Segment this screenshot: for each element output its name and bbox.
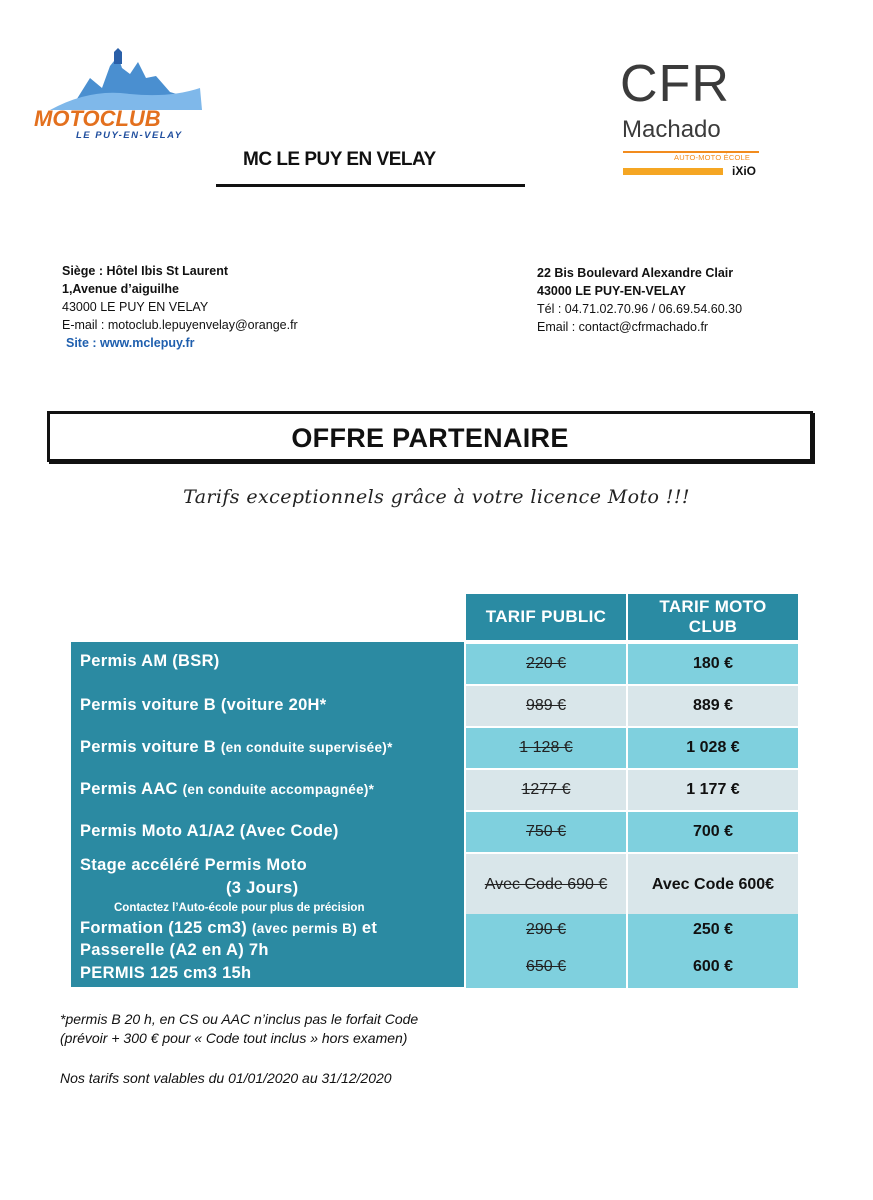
club-price-cell: Avec Code 600€ [628,854,798,916]
row-label: Permis AAC (en conduite accompagnée)* [80,780,375,798]
public-price-cell: 1277 € [466,770,626,810]
email-line[interactable]: E-mail : motoclub.lepuyenvelay@orange.fr [62,318,298,332]
website-link[interactable]: Site : www.mclepuy.fr [66,336,195,350]
footnote [60,1010,418,1048]
public-price-cell: 220 € [466,644,626,684]
column-header-public: TARIF PUBLIC [466,594,626,640]
city-line: 43000 LE PUY EN VELAY [62,300,209,314]
banner-title: OFFRE PARTENAIRE [291,423,569,453]
club-price-cell: 889 € [628,686,798,726]
phone-line: Tél : 04.71.02.70.96 / 06.69.54.60.30 [537,302,743,316]
row-label: Permis Moto A1/A2 (Avec Code) [80,822,339,840]
column-header-club [628,594,798,640]
auto-moto-ecole-label: AUTO-MOTO ÉCOLE [674,153,751,162]
footnote-line1: *permis B 20 h, en CS ou AAC n’inclus pas le forfait Code [60,1011,419,1027]
column-header-club-line1: TARIF MOTO [659,597,767,616]
row-label: Permis AM (BSR) [80,652,220,670]
public-price-cell: 989 € [466,686,626,726]
club-price-cell: 250 € [628,914,798,946]
club-price-cell: 1 177 € [628,770,798,810]
street-line: 22 Bis Boulevard Alexandre Clair [537,266,734,280]
row-label: Formation (125 cm3) (avec permis B) et [80,919,378,937]
row-label: Stage accéléré Permis Moto [80,856,307,874]
street-line: 1,Avenue d’aiguilhe [62,282,179,296]
club-price-cell: 180 € [628,644,798,684]
motoclub-address [62,262,298,352]
club-price-cell: 700 € [628,812,798,852]
row-label-note: Contactez l’Auto-école pour plus de précision [114,902,365,914]
public-price-cell: 290 € [466,914,626,946]
row-label: Permis voiture B (voiture 20H* [80,696,327,714]
motoclub-subtitle: LE PUY-EN-VELAY [76,130,183,141]
siege-line: Siège : Hôtel Ibis St Laurent [62,264,228,278]
cfr-address [537,264,742,336]
logo-orange-bar [623,168,723,175]
club-price-cell: 1 028 € [628,728,798,768]
row-label: Permis voiture B (en conduite supervisée)* [80,738,393,756]
email-line[interactable]: Email : contact@cfrmachado.fr [537,320,709,334]
ixio-brand: iXiO [732,164,757,178]
row-label-line2: (3 Jours) [226,879,299,897]
motoclub-logo [30,48,210,143]
validity-note: Nos tarifs sont valables du 01/01/2020 au 31/12/2020 [60,1070,392,1086]
machado-wordmark: Machado [622,116,721,143]
motoclub-wordmark: MOTOCLUB [34,106,161,131]
public-price-cell: 650 € [466,946,626,988]
city-line: 43000 LE PUY-EN-VELAY [537,284,686,298]
club-price-cell: 600 € [628,946,798,988]
cfr-wordmark: CFR [620,55,730,113]
title-underline [216,184,525,187]
offer-banner [47,411,813,462]
public-price-cell: 1 128 € [466,728,626,768]
column-header-club-line2: CLUB [688,617,738,636]
row-label-line2: Passerelle (A2 en A) 7h [80,941,269,959]
page-title: MC LE PUY EN VELAY [243,149,436,170]
offer-tagline: Tarifs exceptionnels grâce à votre licence Moto !!! [183,486,690,508]
cfr-machado-logo [618,55,766,180]
row-label: PERMIS 125 cm3 15h [80,964,252,982]
footnote-line2: (prévoir + 300 € pour « Code tout inclus » hors examen) [60,1030,408,1046]
public-price-cell: 750 € [466,812,626,852]
public-price-cell: Avec Code 690 € [466,854,626,916]
